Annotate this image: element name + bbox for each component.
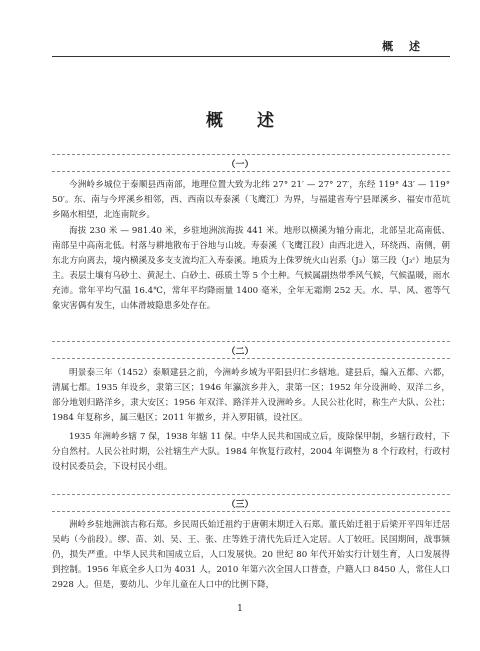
section-1-paragraph-2: 海拔 230 米 — 981.40 米，乡驻地洲滨海拔 441 米。地形以横溪为轴分南北，北部呈北高南低、南部呈中高南北低。村落与耕地散布于谷地与山坡。寿泰溪（飞鹰江段）由西北进入，环绕西、南侧，朝东北方向离去，境内横溪及多支支流均汇入寿泰溪。地质为上侏罗统火山岩系（J₃）第三段（J₃ᶜ）地层为主。表层土壤有乌砂土、黄泥土、白砂土、砾质土等 5 个土种。气候属副热带季风气候，气候温暖，雨水充沛。常年平均气温 16.4℃，常年平均降雨量 1400 毫米，全年无霜期 252 天。水、旱、风、雹等气象灾害偶有发生，山体滑坡隐患多处存在。 xyxy=(52,226,450,311)
section-1-top-rule xyxy=(52,154,450,155)
section-2-heading: （二） xyxy=(226,347,254,357)
section-3-top-rule xyxy=(52,494,450,495)
running-header-title: 概 述 xyxy=(382,40,426,53)
section-1-bottom-rule xyxy=(52,171,450,172)
page-title: 概 述 xyxy=(206,111,288,131)
section-2-bottom-rule xyxy=(52,358,450,359)
header-rule xyxy=(52,56,450,57)
section-3-paragraph-1: 洲岭乡驻地洲滨古称石郑。乡民周氏始迁祖约于唐朝末期迁入石郑。董氏始迁祖于后梁开平四年迁居吴屿（今前段）。缪、苗、刘、吴、王、张、庄等姓于清代先后迁入定居。人丁较旺。民国期间，战事频仍，损失严重。中华人民共和国成立后，人口发展快。20 世纪 80 年代开始实行计划生育，人口发展得到控制。1956 年底全乡人口为 4031 人，2010 年第六次全国人口普查，户籍人口 8450 人，常住人口 2928 人。但是，要幼儿、少年儿童在人口中的比例下降， xyxy=(52,520,450,590)
section-3-bottom-rule xyxy=(52,511,450,512)
section-1-heading: （一） xyxy=(226,160,254,170)
section-2-paragraph-2: 1935 年洲岭乡辖 7 保，1938 年辖 11 保。中华人民共和国成立后，废除保甲制，乡辖行政村，下分自然村。人民公社时期，公社辖生产大队。1984 年恢复行政村，2004 年调整为 8 个行政村，行政村设村民委员会，下设村民小组。 xyxy=(52,432,450,472)
section-2-top-rule xyxy=(52,341,450,342)
section-1-paragraph-1: 今洲岭乡城位于泰顺县西南部，地理位置大致为北纬 27° 21′ — 27° 27′，东经 119° 43′ — 119° 50′。东、南与今坪溪乡相邻，西、西南以寿泰溪（飞鹰江）为界，与福建省寿宁县犀溪乡、福安市范坑乡隔水相望，北连南院乡。 xyxy=(52,180,450,220)
section-2-paragraph-1: 明景泰三年（1452）泰顺建县之前，今洲岭乡域为平阳县归仁乡辖地。建县后，编入五都、六都，清属七都。1935 年设乡，隶第三区；1946 年瀛滨乡并入，隶第一区；1952 年分设洲岭、双洋二乡，部分地划归路洋乡，隶大安区；1956 年双洋、路洋并入设洲岭乡。人民公社化时，称生产大队、公社；1984 年复称乡，属三魁区；2011 年撤乡，并入罗阳镇，设社区。 xyxy=(52,368,450,423)
section-3-heading: （三） xyxy=(226,500,254,510)
page-number: 1 xyxy=(237,604,243,614)
